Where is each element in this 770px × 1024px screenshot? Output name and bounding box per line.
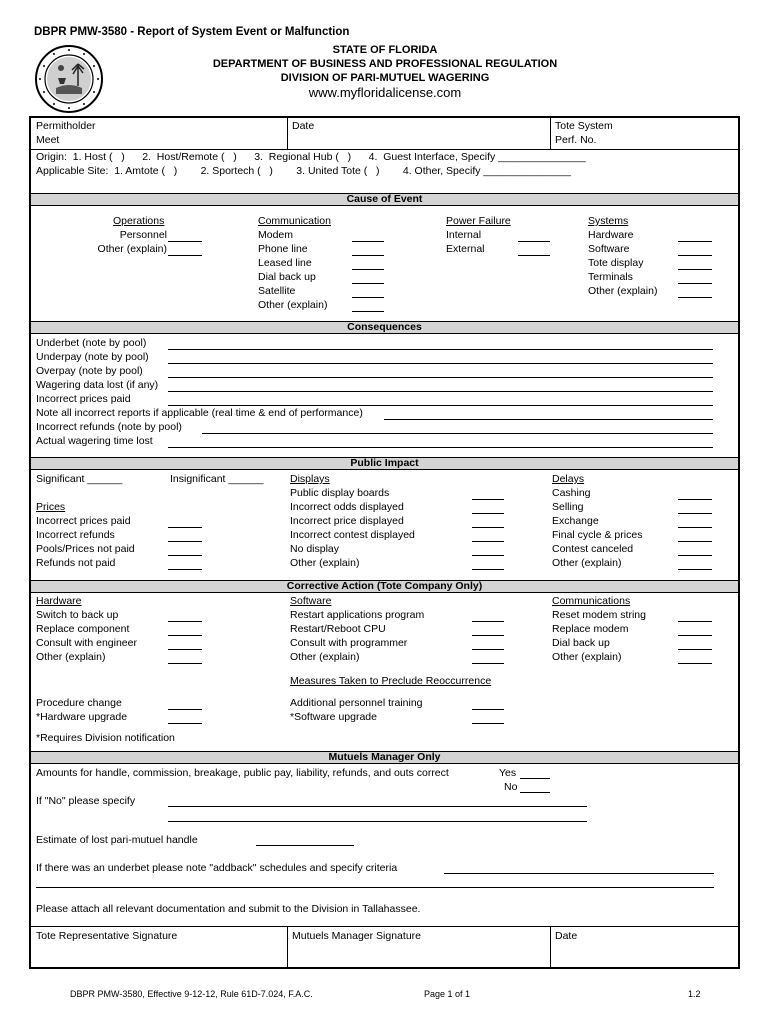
- consequence-item: Underbet (note by pool): [36, 337, 147, 349]
- consequence-item: Underpay (note by pool): [36, 351, 149, 363]
- operations-item: Other (explain): [97, 243, 167, 255]
- header-division: DIVISION OF PARI-MUTUEL WAGERING: [280, 72, 490, 84]
- signature-date-label: Date: [555, 930, 578, 942]
- power-failure-heading: Power Failure: [446, 215, 511, 227]
- mutuels-manager-band: Mutuels Manager Only: [31, 751, 738, 764]
- systems-item: Other (explain): [588, 285, 658, 297]
- power-item: Internal: [446, 229, 482, 241]
- attach-documentation-label: Please attach all relevant documentation and submit to the Division in Tallahassee.: [36, 903, 421, 915]
- software-item: Restart applications program: [290, 609, 425, 621]
- delays-item: Exchange: [552, 515, 599, 527]
- systems-item: Tote display: [588, 257, 644, 269]
- prices-item: Refunds not paid: [36, 557, 116, 569]
- displays-item: Incorrect odds displayed: [290, 501, 404, 513]
- operations-heading: Operations: [113, 215, 165, 227]
- communication-item: Modem: [258, 229, 294, 241]
- hardware-item: Consult with engineer: [36, 637, 137, 649]
- operations-item: Personnel: [119, 229, 167, 241]
- permitholder-label: Permitholder: [36, 120, 96, 132]
- consequence-item: Actual wagering time lost: [36, 435, 153, 447]
- division-notification-note: *Requires Division notification: [36, 732, 175, 744]
- measures-heading: Measures Taken to Preclude Reoccurrence: [290, 675, 492, 687]
- consequence-item: Note all incorrect reports if applicable (real time & end of performance): [36, 407, 363, 419]
- displays-item: Incorrect contest displayed: [290, 529, 415, 541]
- displays-item: Other (explain): [290, 557, 360, 569]
- measures-item: *Hardware upgrade: [36, 711, 128, 723]
- corrective-action-band: Corrective Action (Tote Company Only): [31, 580, 738, 593]
- systems-item: Terminals: [588, 271, 633, 283]
- applicable-site-line: Applicable Site: 1. Amtote ( ) 2. Sportech ( ) 3. United Tote ( ) 4. Other, Specify _______________: [36, 165, 572, 177]
- footer-page: Page 1 of 1: [424, 989, 471, 999]
- prices-item: Incorrect prices paid: [36, 515, 131, 527]
- consequence-item: Overpay (note by pool): [36, 365, 143, 377]
- communications-item: Dial back up: [552, 637, 610, 649]
- measures-item: Procedure change: [36, 697, 122, 709]
- no-label: No: [504, 781, 518, 793]
- displays-heading: Displays: [290, 473, 330, 485]
- communication-heading: Communication: [258, 215, 331, 227]
- hardware-item: Replace component: [36, 623, 130, 635]
- displays-item: Public display boards: [290, 487, 390, 499]
- delays-item: Other (explain): [552, 557, 622, 569]
- underbet-addback-label: If there was an underbet please note "addback" schedules and specify criteria: [36, 862, 398, 874]
- software-item: Restart/Reboot CPU: [290, 623, 386, 635]
- delays-item: Contest canceled: [552, 543, 634, 555]
- document-title: DBPR PMW-3580 - Report of System Event or Malfunction: [34, 26, 350, 38]
- cause-of-event-band: Cause of Event: [31, 193, 738, 206]
- public-impact-band: Public Impact: [31, 457, 738, 470]
- prices-item: Incorrect refunds: [36, 529, 115, 541]
- communications-item: Reset modem string: [552, 609, 646, 621]
- communications-item: Other (explain): [552, 651, 622, 663]
- measures-item: Additional personnel training: [290, 697, 423, 709]
- if-no-specify-label: If "No" please specify: [36, 795, 136, 807]
- hardware-item: Switch to back up: [36, 609, 119, 621]
- consequences-band: Consequences: [31, 321, 738, 334]
- date-label: Date: [292, 120, 315, 132]
- consequence-item: Incorrect prices paid: [36, 393, 131, 405]
- systems-heading: Systems: [588, 215, 629, 227]
- displays-item: No display: [290, 543, 340, 555]
- tote-system-label: Tote System: [555, 120, 613, 132]
- meet-label: Meet: [36, 134, 60, 146]
- yes-label: Yes: [499, 767, 517, 779]
- communication-item: Satellite: [258, 285, 296, 297]
- header-state: STATE OF FLORIDA: [332, 44, 438, 56]
- communication-item: Phone line: [258, 243, 308, 255]
- footer-rule: DBPR PMW-3580, Effective 9-12-12, Rule 61D-7.024, F.A.C.: [70, 989, 313, 999]
- measures-item: *Software upgrade: [290, 711, 377, 723]
- delays-item: Selling: [552, 501, 584, 513]
- footer-version: 1.2: [688, 989, 701, 999]
- software-heading: Software: [290, 595, 332, 607]
- software-item: Other (explain): [290, 651, 360, 663]
- communication-item: Other (explain): [258, 299, 328, 311]
- delays-item: Cashing: [552, 487, 591, 499]
- tote-signature-label: Tote Representative Signature: [36, 930, 178, 942]
- significant-label: Significant ______: [36, 473, 123, 485]
- communication-item: Dial back up: [258, 271, 316, 283]
- form-frame: [29, 116, 740, 969]
- power-item: External: [446, 243, 485, 255]
- mutuels-signature-label: Mutuels Manager Signature: [292, 930, 421, 942]
- hardware-heading: Hardware: [36, 595, 82, 607]
- header-website: www.myfloridalicense.com: [308, 85, 462, 100]
- origin-line: Origin: 1. Host ( ) 2. Host/Remote ( ) 3. Regional Hub ( ) 4. Guest Interface, Specify _______________: [36, 151, 586, 163]
- hardware-item: Other (explain): [36, 651, 106, 663]
- insignificant-label: Insignificant ______: [170, 473, 264, 485]
- displays-item: Incorrect price displayed: [290, 515, 404, 527]
- lost-handle-label: Estimate of lost pari-mutuel handle: [36, 834, 198, 846]
- delays-heading: Delays: [552, 473, 585, 485]
- prices-item: Pools/Prices not paid: [36, 543, 135, 555]
- perf-no-label: Perf. No.: [555, 134, 597, 146]
- communications-heading: Communications: [552, 595, 631, 607]
- delays-item: Final cycle & prices: [552, 529, 643, 541]
- communication-item: Leased line: [258, 257, 312, 269]
- systems-item: Software: [588, 243, 630, 255]
- software-item: Consult with programmer: [290, 637, 408, 649]
- consequence-item: Incorrect refunds (note by pool): [36, 421, 182, 433]
- prices-heading: Prices: [36, 501, 66, 513]
- communications-item: Replace modem: [552, 623, 629, 635]
- consequence-item: Wagering data lost (if any): [36, 379, 159, 391]
- header-department: DEPARTMENT OF BUSINESS AND PROFESSIONAL REGULATION: [212, 58, 558, 70]
- systems-item: Hardware: [588, 229, 634, 241]
- amounts-correct-label: Amounts for handle, commission, breakage, public pay, liability, refunds, and outs correct: [36, 767, 449, 779]
